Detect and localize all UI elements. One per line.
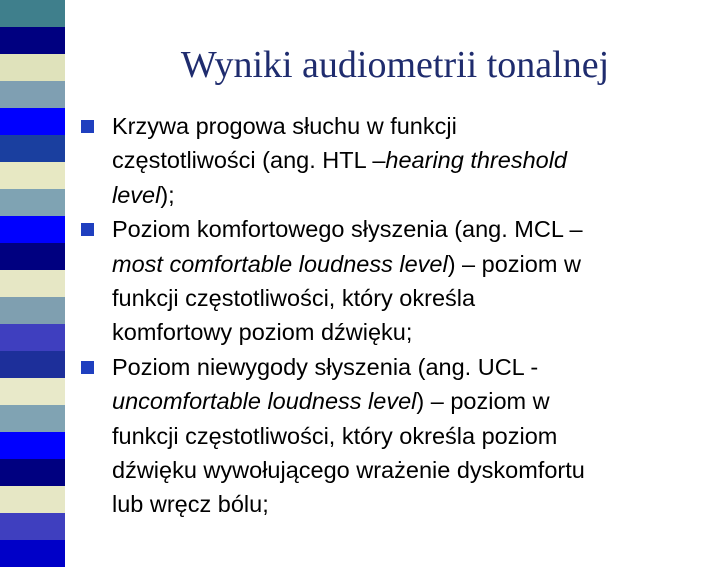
square-bullet-icon bbox=[81, 120, 94, 133]
list-item bbox=[78, 109, 708, 212]
stripe-cell bbox=[0, 540, 65, 567]
stripe-cell bbox=[0, 216, 65, 243]
italic-text: most comfortable loudness level bbox=[112, 250, 448, 277]
stripe-cell bbox=[0, 81, 65, 108]
stripe-cell bbox=[0, 513, 65, 540]
text-line bbox=[112, 419, 708, 453]
stripe-cell bbox=[0, 432, 65, 459]
stripe-cell bbox=[0, 54, 65, 81]
stripe-cell bbox=[0, 378, 65, 405]
stripe-cell bbox=[0, 135, 65, 162]
stripe-cell bbox=[0, 486, 65, 513]
text: Poziom komfortowego słyszenia (ang. MCL – bbox=[112, 216, 583, 243]
text: ) – poziom w bbox=[416, 388, 550, 415]
bullet-list bbox=[78, 109, 708, 522]
stripe-cell bbox=[0, 243, 65, 270]
text-line bbox=[112, 453, 708, 487]
italic-text: uncomfortable loudness level bbox=[112, 388, 417, 415]
square-bullet-icon bbox=[81, 223, 94, 236]
stripe-cell bbox=[0, 108, 65, 135]
text: Krzywa progowa słuchu w funkcji bbox=[112, 113, 457, 139]
stripe-cell bbox=[0, 0, 65, 27]
stripe-cell bbox=[0, 162, 65, 189]
text-line bbox=[112, 109, 708, 143]
text-line bbox=[112, 350, 708, 384]
stripe-cell bbox=[0, 405, 65, 432]
list-item bbox=[78, 212, 708, 350]
italic-text: hearing threshold bbox=[385, 147, 568, 174]
text-line bbox=[112, 487, 708, 521]
text: częstotliwości (ang. HTL – bbox=[112, 147, 386, 174]
text: dźwięku wywołującego wrażenie dyskomfortu bbox=[112, 457, 585, 484]
text: funkcji częstotliwości, który określa bbox=[112, 285, 476, 312]
text-line bbox=[112, 384, 708, 418]
text: lub wręcz bólu; bbox=[112, 491, 269, 518]
square-bullet-icon bbox=[81, 361, 94, 374]
text: ) – poziom w bbox=[447, 250, 581, 277]
decorative-stripe bbox=[0, 0, 65, 540]
stripe-cell bbox=[0, 297, 65, 324]
text: funkcji częstotliwości, który określa poziom bbox=[112, 422, 558, 449]
stripe-cell bbox=[0, 351, 65, 378]
italic-text: level bbox=[112, 181, 161, 208]
list-item bbox=[78, 350, 708, 522]
text-line bbox=[112, 212, 708, 246]
stripe-cell bbox=[0, 270, 65, 297]
text: komfortowy poziom dźwięku; bbox=[112, 319, 413, 346]
text: Poziom niewygody słyszenia (ang. UCL - bbox=[112, 353, 539, 380]
stripe-cell bbox=[0, 27, 65, 54]
stripe-cell bbox=[0, 324, 65, 351]
stripe-cell bbox=[0, 189, 65, 216]
stripe-cell bbox=[0, 459, 65, 486]
slide-title: Wyniki audiometrii tonalnej bbox=[180, 44, 610, 86]
text-line bbox=[112, 281, 708, 315]
text-line bbox=[112, 178, 708, 212]
text-line bbox=[112, 315, 708, 349]
text: ); bbox=[160, 181, 175, 208]
text-line bbox=[112, 247, 708, 281]
text-line bbox=[112, 143, 708, 177]
